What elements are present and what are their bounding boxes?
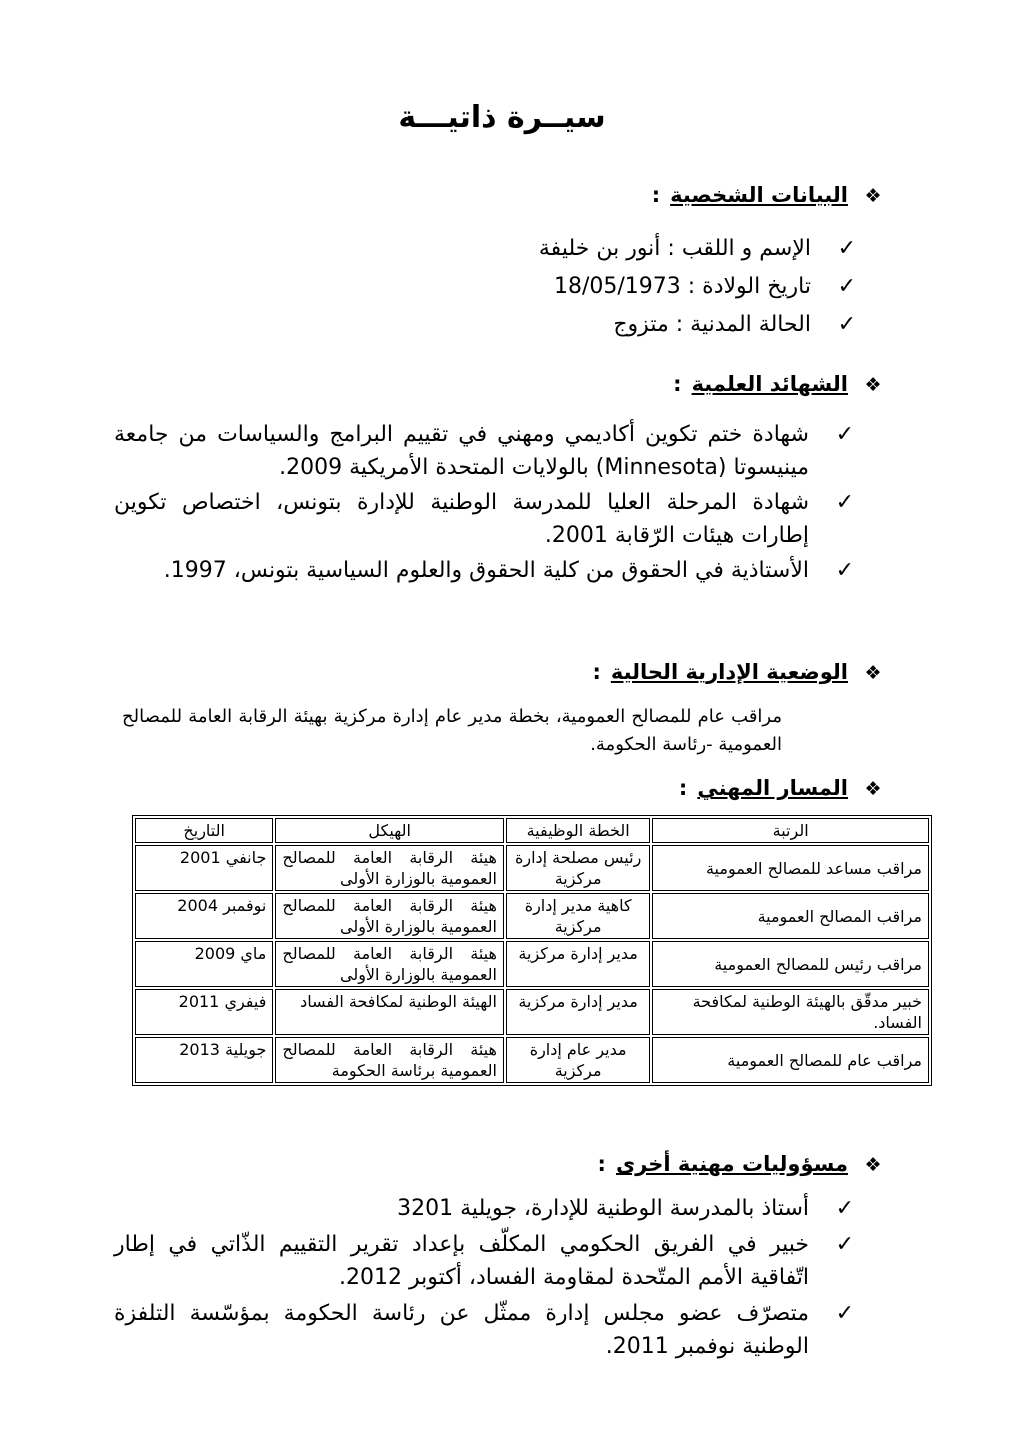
cell-position: كاهية مدير إدارة مركزية: [506, 893, 650, 939]
cell-position: مدير عام إدارة مركزية: [506, 1037, 650, 1083]
cell-date: جانفي 2001: [135, 845, 273, 891]
col-header-structure: الهيكل: [275, 818, 504, 843]
col-header-position: الخطة الوظيفية: [506, 818, 650, 843]
cell-position: مدير إدارة مركزية: [506, 941, 650, 987]
check-icon: ✓: [837, 274, 856, 299]
table-row: [135, 893, 929, 939]
cell-date: ماي 2009: [135, 941, 273, 987]
other-responsibilities-list: [114, 1192, 854, 1366]
diamond-bullet-icon: ❖: [864, 778, 882, 800]
cell-structure: هيئة الرقابة العامة للمصالح العمومية بالوزارة الأولى: [275, 893, 504, 939]
list-item: ✓ شهادة ختم تكوين أكاديمي ومهني في تقييم البرامج والسياسات من جامعة مينيسوتا (Minnesota) بالولايات المتحدة الأمريكية 2009.: [114, 418, 854, 484]
cell-date: جويلية 2013: [135, 1037, 273, 1083]
cell-rank: مراقب مساعد للمصالح العمومية: [652, 845, 929, 891]
check-icon: ✓: [835, 1196, 854, 1221]
check-icon: ✓: [837, 312, 856, 337]
section-heading-degrees: ❖الشهائد العلمية:: [124, 372, 884, 402]
cell-structure: هيئة الرقابة العامة للمصالح العمومية بالوزارة الأولى: [275, 941, 504, 987]
degrees-list: [114, 418, 854, 589]
table-header-row: [135, 818, 929, 843]
section-heading-career: ❖المسار المهني:: [124, 776, 884, 806]
list-item: ✓ الإسم و اللقب : أنور بن خليفة: [416, 230, 856, 268]
list-item: ✓ خبير في الفريق الحكومي المكلّف بإعداد تقرير التقييم الذّاتي في إطار اتّفاقية الأمم المتّحدة لمقاومة الفساد، أكتوبر 2012.: [114, 1228, 854, 1294]
check-icon: ✓: [837, 236, 856, 261]
list-item: ✓ أستاذ بالمدرسة الوطنية للإدارة، جويلية 3201: [114, 1192, 854, 1225]
table-row: [135, 845, 929, 891]
section-heading-personal: ❖البيانات الشخصية:: [124, 183, 884, 213]
check-icon: ✓: [835, 490, 854, 515]
col-header-date: التاريخ: [135, 818, 273, 843]
diamond-bullet-icon: ❖: [864, 185, 882, 207]
diamond-bullet-icon: ❖: [864, 374, 882, 396]
section-heading-admin: ❖الوضعية الإدارية الحالية:: [124, 660, 884, 690]
list-item: ✓ الأستاذية في الحقوق من كلية الحقوق والعلوم السياسية بتونس، 1997.: [114, 554, 854, 587]
list-item: ✓ تاريخ الولادة : 18/05/1973: [416, 268, 856, 306]
check-icon: ✓: [835, 1232, 854, 1257]
cell-structure: هيئة الرقابة العامة للمصالح العمومية برئاسة الحكومة: [275, 1037, 504, 1083]
table-row: [135, 989, 929, 1035]
cell-rank: مراقب عام للمصالح العمومية: [652, 1037, 929, 1083]
diamond-bullet-icon: ❖: [864, 1154, 882, 1176]
list-item: ✓ الحالة المدنية : متزوج: [416, 306, 856, 344]
personal-info-list: [416, 230, 856, 344]
check-icon: ✓: [835, 1301, 854, 1326]
table-row: [135, 1037, 929, 1083]
section-heading-other: ❖مسؤوليات مهنية أخرى:: [124, 1152, 884, 1182]
cell-structure: الهيئة الوطنية لمكافحة الفساد: [275, 989, 504, 1035]
check-icon: ✓: [835, 422, 854, 447]
cell-position: مدير إدارة مركزية: [506, 989, 650, 1035]
cell-rank: مراقب المصالح العمومية: [652, 893, 929, 939]
table-row: [135, 941, 929, 987]
col-header-rank: الرتبة: [652, 818, 929, 843]
list-item: ✓ شهادة المرحلة العليا للمدرسة الوطنية للإدارة بتونس، اختصاص تكوين إطارات هيئات الرّقابة 2001.: [114, 486, 854, 552]
list-item: ✓ متصرّف عضو مجلس إدارة ممثّل عن رئاسة الحكومة بمؤسّسة التلفزة الوطنية نوفمبر 2011.: [114, 1297, 854, 1363]
cell-date: فيفري 2011: [135, 989, 273, 1035]
page-title: سيــرة ذاتيـــة: [398, 100, 606, 135]
diamond-bullet-icon: ❖: [864, 662, 882, 684]
cell-rank: مراقب رئيس للمصالح العمومية: [652, 941, 929, 987]
cell-structure: هيئة الرقابة العامة للمصالح العمومية بالوزارة الأولى: [275, 845, 504, 891]
cell-rank: خبير مدقّق بالهيئة الوطنية لمكافحة الفساد.: [652, 989, 929, 1035]
admin-status-text: مراقب عام للمصالح العمومية، بخطة مدير عام إدارة مركزية بهيئة الرقابة العامة للمصالح العمومية -رئاسة الحكومة.: [122, 706, 782, 755]
cell-date: نوفمبر 2004: [135, 893, 273, 939]
cell-position: رئيس مصلحة إدارة مركزية: [506, 845, 650, 891]
career-table: [132, 815, 932, 1086]
check-icon: ✓: [835, 558, 854, 583]
